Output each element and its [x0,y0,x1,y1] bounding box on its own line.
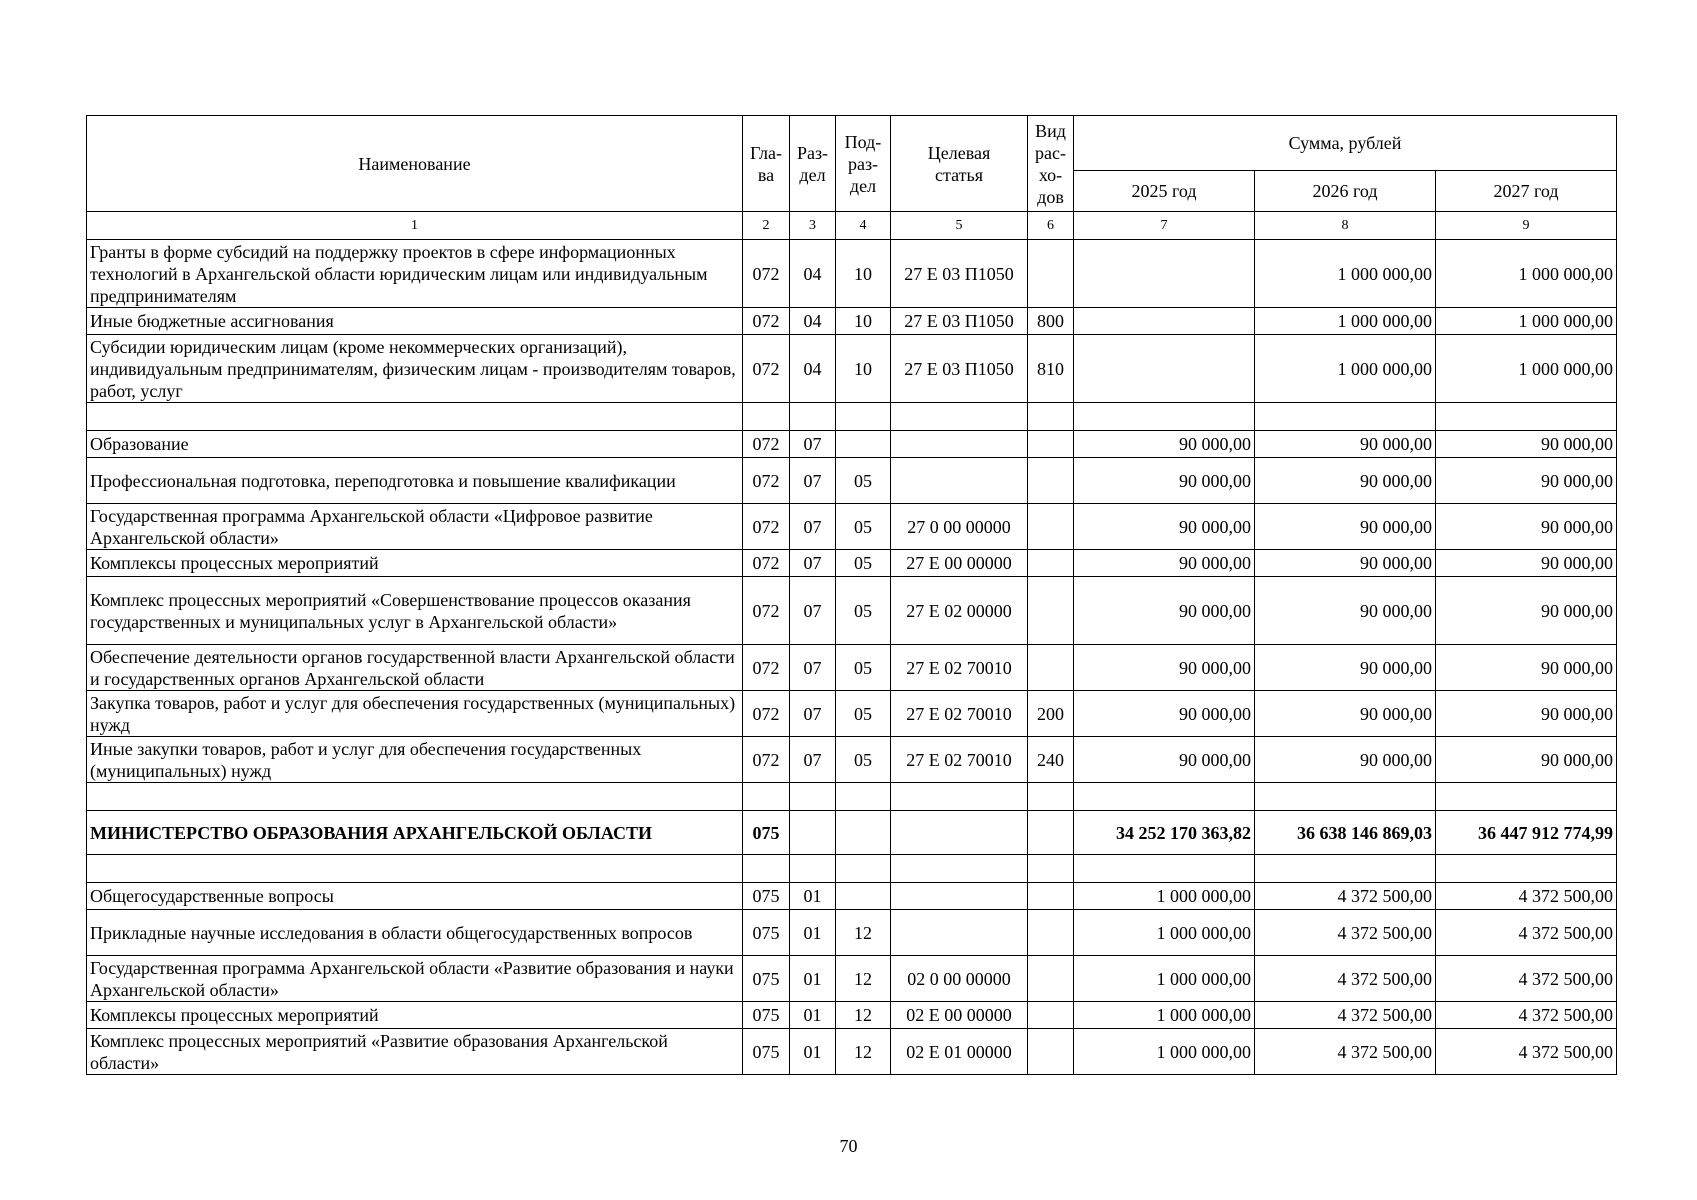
header-podrazdel [836,116,891,212]
column-number: 7 [1074,212,1255,240]
table-row [87,811,1617,855]
row-sum-2025 [1074,335,1255,403]
row-sum-2025 [1074,403,1255,431]
row-target [891,883,1028,910]
row-razdel: 04 [790,240,836,308]
row-podrazdel: 05 [836,504,891,550]
column-number: 9 [1436,212,1617,240]
row-sum-2025: 1 000 000,00 [1074,1002,1255,1029]
row-glava: 075 [743,1029,790,1075]
column-number: 3 [790,212,836,240]
column-numbers-row [87,212,1617,240]
table-row [87,737,1617,783]
row-name [87,855,743,883]
header-target-text: Целевая статья [927,142,991,185]
header-vid [1028,116,1074,212]
row-sum-2027: 4 372 500,00 [1436,1002,1617,1029]
header-target [891,116,1028,212]
row-sum-2027: 1 000 000,00 [1436,335,1617,403]
row-name [87,783,743,811]
row-sum-2027: 90 000,00 [1436,737,1617,783]
row-sum-2026: 90 000,00 [1255,645,1436,691]
row-vid: 810 [1028,335,1074,403]
row-vid [1028,883,1074,910]
row-glava: 072 [743,550,790,577]
row-target: 27 Е 03 П1050 [891,240,1028,308]
row-name: Гранты в форме субсидий на поддержку проектов в сфере информационных технологий в Архангельской области юридическим лицам или индивидуальным предпринимателям [87,240,743,308]
row-target: 02 0 00 00000 [891,956,1028,1002]
table-row [87,883,1617,910]
row-sum-2026: 4 372 500,00 [1255,956,1436,1002]
row-target: 27 Е 02 70010 [891,645,1028,691]
row-name: Комплекс процессных мероприятий «Развитие образования Архангельской области» [87,1029,743,1075]
row-glava: 072 [743,504,790,550]
row-razdel: 01 [790,1002,836,1029]
row-sum-2025: 90 000,00 [1074,504,1255,550]
column-number: 8 [1255,212,1436,240]
row-name: Комплексы процессных мероприятий [87,1002,743,1029]
row-podrazdel: 05 [836,737,891,783]
row-razdel [790,811,836,855]
row-podrazdel [836,431,891,458]
row-sum-2027 [1436,855,1617,883]
row-podrazdel: 10 [836,335,891,403]
row-sum-2026: 90 000,00 [1255,577,1436,645]
table-row [87,335,1617,403]
table-row [87,956,1617,1002]
row-glava: 075 [743,811,790,855]
row-target [891,783,1028,811]
empty-row [87,403,1617,431]
row-glava: 072 [743,645,790,691]
header-razdel [790,116,836,212]
row-sum-2025 [1074,240,1255,308]
row-name [87,403,743,431]
row-target: 02 Е 01 00000 [891,1029,1028,1075]
row-sum-2025: 1 000 000,00 [1074,956,1255,1002]
row-sum-2026: 1 000 000,00 [1255,335,1436,403]
row-name: Комплексы процессных мероприятий [87,550,743,577]
row-name: Закупка товаров, работ и услуг для обеспечения государственных (муниципальных) нужд [87,691,743,737]
column-number: 5 [891,212,1028,240]
row-glava: 072 [743,308,790,335]
row-sum-2025: 1 000 000,00 [1074,1029,1255,1075]
row-sum-2027: 90 000,00 [1436,645,1617,691]
row-target: 02 Е 00 00000 [891,1002,1028,1029]
row-razdel: 01 [790,1029,836,1075]
row-sum-2027: 4 372 500,00 [1436,956,1617,1002]
row-name: Субсидии юридическим лицам (кроме некоммерческих организаций), индивидуальным предпринимателям, физическим лицам - производителям товаров, работ, услуг [87,335,743,403]
empty-row [87,783,1617,811]
empty-row [87,855,1617,883]
row-vid: 240 [1028,737,1074,783]
row-sum-2027: 90 000,00 [1436,577,1617,645]
row-sum-2026: 90 000,00 [1255,431,1436,458]
row-target [891,910,1028,956]
row-target: 27 0 00 00000 [891,504,1028,550]
row-name: Обеспечение деятельности органов государственной власти Архангельской области и государственных органов Архангельской области [87,645,743,691]
row-glava: 072 [743,737,790,783]
row-podrazdel: 10 [836,240,891,308]
row-vid [1028,1029,1074,1075]
row-name: Иные бюджетные ассигнования [87,308,743,335]
row-vid: 800 [1028,308,1074,335]
header-year-2027: 2027 год [1436,171,1617,212]
table-row [87,458,1617,504]
column-number: 4 [836,212,891,240]
row-glava [743,855,790,883]
header-year-2026: 2026 год [1255,171,1436,212]
row-target: 27 Е 02 00000 [891,577,1028,645]
row-sum-2025: 90 000,00 [1074,458,1255,504]
table-row [87,504,1617,550]
row-sum-2025: 90 000,00 [1074,691,1255,737]
row-sum-2027: 1 000 000,00 [1436,240,1617,308]
row-sum-2027: 90 000,00 [1436,550,1617,577]
row-vid [1028,458,1074,504]
row-podrazdel: 05 [836,691,891,737]
row-podrazdel: 10 [836,308,891,335]
row-glava: 075 [743,883,790,910]
row-razdel: 07 [790,577,836,645]
row-sum-2025 [1074,855,1255,883]
row-sum-2027: 90 000,00 [1436,458,1617,504]
row-sum-2026: 1 000 000,00 [1255,240,1436,308]
column-number: 2 [743,212,790,240]
row-target: 27 Е 02 70010 [891,691,1028,737]
budget-table [86,115,1617,1075]
page-number: 70 [839,1136,858,1156]
row-sum-2027: 1 000 000,00 [1436,308,1617,335]
row-target [891,855,1028,883]
row-sum-2026: 4 372 500,00 [1255,883,1436,910]
row-name: Образование [87,431,743,458]
row-razdel: 07 [790,550,836,577]
row-podrazdel [836,855,891,883]
table-row [87,1002,1617,1029]
header-row [87,116,1617,171]
row-vid [1028,811,1074,855]
row-vid [1028,240,1074,308]
table-row [87,691,1617,737]
table-body [87,240,1617,1075]
row-glava: 075 [743,956,790,1002]
row-target [891,811,1028,855]
row-name: Общегосударственные вопросы [87,883,743,910]
row-sum-2025: 90 000,00 [1074,431,1255,458]
row-sum-2027: 36 447 912 774,99 [1436,811,1617,855]
row-podrazdel: 12 [836,1002,891,1029]
row-sum-2025: 1 000 000,00 [1074,910,1255,956]
header-glava [743,116,790,212]
row-sum-2025: 34 252 170 363,82 [1074,811,1255,855]
row-razdel: 07 [790,737,836,783]
row-target: 27 Е 00 00000 [891,550,1028,577]
row-sum-2027: 4 372 500,00 [1436,910,1617,956]
row-sum-2027 [1436,783,1617,811]
row-razdel [790,855,836,883]
header-name: Наименование [87,116,743,212]
row-podrazdel: 12 [836,956,891,1002]
row-podrazdel: 12 [836,910,891,956]
row-name: Профессиональная подготовка, переподготовка и повышение квалификации [87,458,743,504]
row-razdel: 07 [790,458,836,504]
row-vid [1028,956,1074,1002]
row-glava: 072 [743,240,790,308]
row-name: Иные закупки товаров, работ и услуг для обеспечения государственных (муниципальных) нужд [87,737,743,783]
header-vid-text: Вид рас- хо- дов [1035,120,1066,207]
row-glava: 075 [743,1002,790,1029]
row-sum-2026: 90 000,00 [1255,737,1436,783]
row-glava [743,783,790,811]
row-glava [743,403,790,431]
row-podrazdel: 05 [836,645,891,691]
row-podrazdel [836,811,891,855]
row-razdel [790,783,836,811]
row-sum-2027: 90 000,00 [1436,504,1617,550]
row-target [891,403,1028,431]
row-glava: 072 [743,335,790,403]
row-podrazdel [836,403,891,431]
row-name: Комплекс процессных мероприятий «Совершенствование процессов оказания государственных и муниципальных услуг в Архангельской области» [87,577,743,645]
row-vid [1028,1002,1074,1029]
table-row [87,550,1617,577]
row-vid [1028,645,1074,691]
row-sum-2027: 90 000,00 [1436,691,1617,737]
row-razdel: 07 [790,691,836,737]
row-sum-2025: 90 000,00 [1074,550,1255,577]
row-glava: 072 [743,691,790,737]
row-sum-2025: 90 000,00 [1074,645,1255,691]
row-razdel: 07 [790,645,836,691]
table-row [87,308,1617,335]
row-sum-2026: 4 372 500,00 [1255,910,1436,956]
row-podrazdel [836,783,891,811]
row-target [891,431,1028,458]
row-sum-2027 [1436,403,1617,431]
row-sum-2025: 90 000,00 [1074,737,1255,783]
table-row [87,240,1617,308]
row-sum-2026: 90 000,00 [1255,458,1436,504]
header-year-2025: 2025 год [1074,171,1255,212]
row-sum-2025: 1 000 000,00 [1074,883,1255,910]
row-podrazdel [836,883,891,910]
row-name: МИНИСТЕРСТВО ОБРАЗОВАНИЯ АРХАНГЕЛЬСКОЙ ОБЛАСТИ [87,811,743,855]
row-vid [1028,783,1074,811]
row-name: Государственная программа Архангельской области «Развитие образования и науки Архангельской области» [87,956,743,1002]
row-razdel: 07 [790,504,836,550]
row-razdel [790,403,836,431]
row-target: 27 Е 03 П1050 [891,335,1028,403]
row-sum-2026: 90 000,00 [1255,504,1436,550]
row-vid: 200 [1028,691,1074,737]
row-sum-2026: 90 000,00 [1255,550,1436,577]
row-sum-2026 [1255,403,1436,431]
column-number: 6 [1028,212,1074,240]
row-vid [1028,550,1074,577]
row-glava: 072 [743,431,790,458]
row-vid [1028,403,1074,431]
row-name: Прикладные научные исследования в области общегосударственных вопросов [87,910,743,956]
row-sum-2026 [1255,783,1436,811]
row-sum-2026: 90 000,00 [1255,691,1436,737]
column-number: 1 [87,212,743,240]
row-glava: 072 [743,577,790,645]
header-sum: Сумма, рублей [1074,116,1617,171]
row-target [891,458,1028,504]
row-vid [1028,910,1074,956]
row-glava: 072 [743,458,790,504]
row-glava: 075 [743,910,790,956]
row-sum-2025 [1074,783,1255,811]
row-razdel: 01 [790,883,836,910]
table-row [87,431,1617,458]
row-sum-2025 [1074,308,1255,335]
row-vid [1028,431,1074,458]
row-sum-2027: 90 000,00 [1436,431,1617,458]
row-razdel: 01 [790,910,836,956]
row-sum-2027: 4 372 500,00 [1436,1029,1617,1075]
row-podrazdel: 05 [836,458,891,504]
row-sum-2026 [1255,855,1436,883]
row-name: Государственная программа Архангельской области «Цифровое развитие Архангельской области» [87,504,743,550]
row-sum-2025: 90 000,00 [1074,577,1255,645]
row-sum-2027: 4 372 500,00 [1436,883,1617,910]
row-target: 27 Е 03 П1050 [891,308,1028,335]
row-razdel: 01 [790,956,836,1002]
row-target: 27 Е 02 70010 [891,737,1028,783]
row-vid [1028,504,1074,550]
row-razdel: 07 [790,431,836,458]
row-sum-2026: 1 000 000,00 [1255,308,1436,335]
row-podrazdel: 12 [836,1029,891,1075]
table-row [87,645,1617,691]
row-sum-2026: 36 638 146 869,03 [1255,811,1436,855]
row-sum-2026: 4 372 500,00 [1255,1002,1436,1029]
row-razdel: 04 [790,335,836,403]
row-sum-2026: 4 372 500,00 [1255,1029,1436,1075]
table-row [87,1029,1617,1075]
table-row [87,910,1617,956]
row-vid [1028,855,1074,883]
row-podrazdel: 05 [836,550,891,577]
row-vid [1028,577,1074,645]
row-razdel: 04 [790,308,836,335]
table-row [87,577,1617,645]
header-razdel-text: Раз- дел [796,142,829,185]
header-podrazdel-text: Под- раз- дел [844,131,882,196]
row-podrazdel: 05 [836,577,891,645]
header-glava-text: Гла- ва [749,142,783,185]
